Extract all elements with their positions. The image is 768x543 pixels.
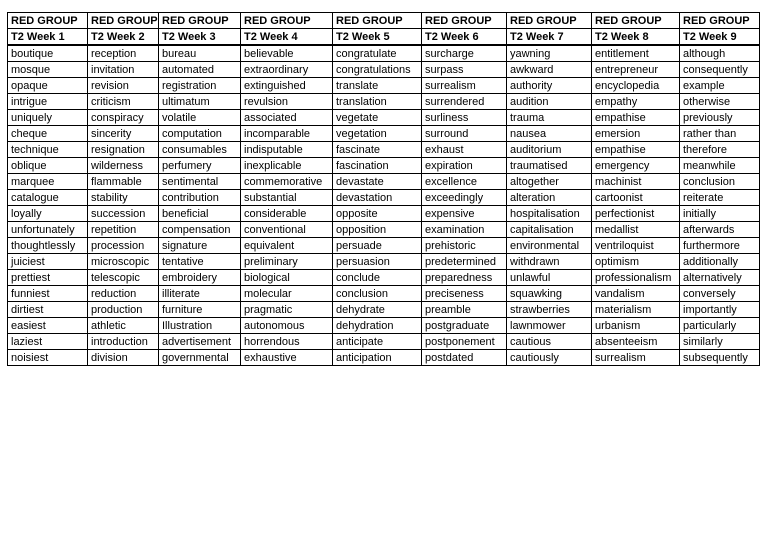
word-cell: cautiously [507, 350, 592, 366]
word-cell: thoughtlessly [8, 238, 88, 254]
word-cell: perfumery [159, 158, 241, 174]
word-cell: preparedness [422, 270, 507, 286]
word-cell: considerable [241, 206, 333, 222]
word-cell: persuade [333, 238, 422, 254]
word-cell: succession [88, 206, 159, 222]
word-row [8, 190, 760, 206]
word-cell: sentimental [159, 174, 241, 190]
group-header: RED GROUP [8, 13, 88, 29]
word-cell: surround [422, 126, 507, 142]
word-cell: awkward [507, 62, 592, 78]
word-cell: encyclopedia [592, 78, 680, 94]
word-cell: repetition [88, 222, 159, 238]
word-cell: entitlement [592, 45, 680, 62]
word-cell: similarly [680, 334, 760, 350]
word-cell: prehistoric [422, 238, 507, 254]
word-cell: traumatised [507, 158, 592, 174]
spelling-words-table [7, 12, 760, 366]
group-header: RED GROUP [241, 13, 333, 29]
word-cell: introduction [88, 334, 159, 350]
word-cell: opposition [333, 222, 422, 238]
word-cell: reduction [88, 286, 159, 302]
word-cell: translation [333, 94, 422, 110]
word-cell: predetermined [422, 254, 507, 270]
word-cell: surrealism [592, 350, 680, 366]
word-cell: cheque [8, 126, 88, 142]
word-row [8, 302, 760, 318]
word-cell: indisputable [241, 142, 333, 158]
word-cell: expensive [422, 206, 507, 222]
word-cell: surliness [422, 110, 507, 126]
word-cell: audition [507, 94, 592, 110]
word-cell: illiterate [159, 286, 241, 302]
word-cell: catalogue [8, 190, 88, 206]
word-cell: dirtiest [8, 302, 88, 318]
word-row [8, 78, 760, 94]
word-cell: oblique [8, 158, 88, 174]
word-cell: horrendous [241, 334, 333, 350]
word-cell: conventional [241, 222, 333, 238]
week-header: T2 Week 6 [422, 29, 507, 46]
word-row [8, 238, 760, 254]
word-cell: emersion [592, 126, 680, 142]
word-cell: unlawful [507, 270, 592, 286]
word-cell: furniture [159, 302, 241, 318]
word-cell: surcharge [422, 45, 507, 62]
word-cell: reception [88, 45, 159, 62]
word-cell: strawberries [507, 302, 592, 318]
word-cell: conclude [333, 270, 422, 286]
word-row [8, 206, 760, 222]
word-cell: conclusion [333, 286, 422, 302]
word-cell: invitation [88, 62, 159, 78]
word-cell: conversely [680, 286, 760, 302]
word-cell: associated [241, 110, 333, 126]
word-cell: auditorium [507, 142, 592, 158]
word-cell: laziest [8, 334, 88, 350]
group-header: RED GROUP [680, 13, 760, 29]
word-cell: equivalent [241, 238, 333, 254]
word-cell: entrepreneur [592, 62, 680, 78]
word-cell: although [680, 45, 760, 62]
word-cell: conclusion [680, 174, 760, 190]
word-cell: congratulations [333, 62, 422, 78]
word-cell: furthermore [680, 238, 760, 254]
word-cell: vegetation [333, 126, 422, 142]
word-cell: biological [241, 270, 333, 286]
word-cell: loyally [8, 206, 88, 222]
word-cell: preciseness [422, 286, 507, 302]
week-header: T2 Week 3 [159, 29, 241, 46]
word-row [8, 126, 760, 142]
word-cell: commemorative [241, 174, 333, 190]
word-cell: rather than [680, 126, 760, 142]
group-header: RED GROUP [333, 13, 422, 29]
word-cell: ultimatum [159, 94, 241, 110]
word-row [8, 318, 760, 334]
word-cell: division [88, 350, 159, 366]
word-cell: exhaustive [241, 350, 333, 366]
word-cell: absenteeism [592, 334, 680, 350]
word-cell: easiest [8, 318, 88, 334]
word-cell: criticism [88, 94, 159, 110]
word-cell: expiration [422, 158, 507, 174]
word-cell: machinist [592, 174, 680, 190]
week-header: T2 Week 7 [507, 29, 592, 46]
word-cell: materialism [592, 302, 680, 318]
week-header: T2 Week 8 [592, 29, 680, 46]
word-cell: initially [680, 206, 760, 222]
word-cell: urbanism [592, 318, 680, 334]
group-header: RED GROUP [159, 13, 241, 29]
word-cell: ventriloquist [592, 238, 680, 254]
word-cell: consumables [159, 142, 241, 158]
word-cell: intrigue [8, 94, 88, 110]
word-cell: emergency [592, 158, 680, 174]
spelling-list-sheet [7, 12, 760, 366]
word-cell: mosque [8, 62, 88, 78]
word-cell: Illustration [159, 318, 241, 334]
word-cell: preliminary [241, 254, 333, 270]
word-cell: incomparable [241, 126, 333, 142]
word-cell: withdrawn [507, 254, 592, 270]
word-cell: vandalism [592, 286, 680, 302]
word-cell: surrendered [422, 94, 507, 110]
word-cell: authority [507, 78, 592, 94]
word-cell: wilderness [88, 158, 159, 174]
word-cell: squawking [507, 286, 592, 302]
group-header: RED GROUP [88, 13, 159, 29]
word-cell: devastate [333, 174, 422, 190]
word-cell: nausea [507, 126, 592, 142]
word-cell: anticipation [333, 350, 422, 366]
word-cell: inexplicable [241, 158, 333, 174]
word-cell: postponement [422, 334, 507, 350]
word-cell: otherwise [680, 94, 760, 110]
word-cell: trauma [507, 110, 592, 126]
word-cell: procession [88, 238, 159, 254]
word-row [8, 62, 760, 78]
word-cell: vegetate [333, 110, 422, 126]
group-header: RED GROUP [592, 13, 680, 29]
word-cell: alternatively [680, 270, 760, 286]
word-cell: revulsion [241, 94, 333, 110]
word-cell: exceedingly [422, 190, 507, 206]
word-cell: stability [88, 190, 159, 206]
word-cell: marquee [8, 174, 88, 190]
word-cell: sincerity [88, 126, 159, 142]
word-cell: revision [88, 78, 159, 94]
word-cell: unfortunately [8, 222, 88, 238]
word-cell: embroidery [159, 270, 241, 286]
word-cell: fascinate [333, 142, 422, 158]
word-row [8, 350, 760, 366]
word-cell: meanwhile [680, 158, 760, 174]
word-row [8, 110, 760, 126]
word-cell: devastation [333, 190, 422, 206]
word-row [8, 270, 760, 286]
group-header-row [8, 13, 760, 29]
word-cell: compensation [159, 222, 241, 238]
word-cell: excellence [422, 174, 507, 190]
group-header: RED GROUP [507, 13, 592, 29]
word-cell: capitalisation [507, 222, 592, 238]
word-row [8, 142, 760, 158]
word-cell: example [680, 78, 760, 94]
word-row [8, 174, 760, 190]
word-cell: funniest [8, 286, 88, 302]
word-cell: yawning [507, 45, 592, 62]
word-cell: empathy [592, 94, 680, 110]
word-cell: persuasion [333, 254, 422, 270]
word-cell: previously [680, 110, 760, 126]
word-cell: surpass [422, 62, 507, 78]
word-cell: flammable [88, 174, 159, 190]
word-cell: pragmatic [241, 302, 333, 318]
word-cell: afterwards [680, 222, 760, 238]
word-cell: automated [159, 62, 241, 78]
word-cell: uniquely [8, 110, 88, 126]
word-cell: tentative [159, 254, 241, 270]
word-cell: anticipate [333, 334, 422, 350]
group-header: RED GROUP [422, 13, 507, 29]
word-rows [8, 45, 760, 366]
word-cell: boutique [8, 45, 88, 62]
word-cell: translate [333, 78, 422, 94]
word-cell: computation [159, 126, 241, 142]
word-cell: technique [8, 142, 88, 158]
word-cell: particularly [680, 318, 760, 334]
word-cell: optimism [592, 254, 680, 270]
word-cell: subsequently [680, 350, 760, 366]
word-row [8, 286, 760, 302]
word-row [8, 158, 760, 174]
word-cell: cartoonist [592, 190, 680, 206]
week-header-row [8, 29, 760, 46]
word-cell: believable [241, 45, 333, 62]
word-cell: production [88, 302, 159, 318]
word-cell: perfectionist [592, 206, 680, 222]
word-cell: environmental [507, 238, 592, 254]
word-cell: surrealism [422, 78, 507, 94]
word-cell: registration [159, 78, 241, 94]
word-cell: exhaust [422, 142, 507, 158]
word-cell: governmental [159, 350, 241, 366]
word-cell: opaque [8, 78, 88, 94]
word-cell: reiterate [680, 190, 760, 206]
word-cell: athletic [88, 318, 159, 334]
word-cell: signature [159, 238, 241, 254]
word-cell: bureau [159, 45, 241, 62]
word-cell: congratulate [333, 45, 422, 62]
word-cell: volatile [159, 110, 241, 126]
word-cell: importantly [680, 302, 760, 318]
word-cell: microscopic [88, 254, 159, 270]
word-cell: medallist [592, 222, 680, 238]
word-cell: preamble [422, 302, 507, 318]
word-cell: advertisement [159, 334, 241, 350]
word-cell: professionalism [592, 270, 680, 286]
word-cell: molecular [241, 286, 333, 302]
word-row [8, 222, 760, 238]
word-cell: cautious [507, 334, 592, 350]
word-cell: extraordinary [241, 62, 333, 78]
word-cell: empathise [592, 142, 680, 158]
word-cell: fascination [333, 158, 422, 174]
word-cell: juiciest [8, 254, 88, 270]
week-header: T2 Week 9 [680, 29, 760, 46]
word-cell: dehydration [333, 318, 422, 334]
word-row [8, 334, 760, 350]
word-cell: examination [422, 222, 507, 238]
word-cell: postdated [422, 350, 507, 366]
word-cell: dehydrate [333, 302, 422, 318]
word-cell: contribution [159, 190, 241, 206]
word-cell: resignation [88, 142, 159, 158]
word-cell: alteration [507, 190, 592, 206]
week-header: T2 Week 5 [333, 29, 422, 46]
word-cell: hospitalisation [507, 206, 592, 222]
word-cell: prettiest [8, 270, 88, 286]
week-header: T2 Week 2 [88, 29, 159, 46]
word-cell: extinguished [241, 78, 333, 94]
word-cell: altogether [507, 174, 592, 190]
word-cell: substantial [241, 190, 333, 206]
week-header: T2 Week 1 [8, 29, 88, 46]
word-cell: autonomous [241, 318, 333, 334]
word-cell: therefore [680, 142, 760, 158]
word-cell: postgraduate [422, 318, 507, 334]
word-cell: consequently [680, 62, 760, 78]
word-row [8, 254, 760, 270]
word-row [8, 94, 760, 110]
word-cell: telescopic [88, 270, 159, 286]
word-cell: empathise [592, 110, 680, 126]
word-row [8, 45, 760, 62]
word-cell: noisiest [8, 350, 88, 366]
word-cell: opposite [333, 206, 422, 222]
word-cell: conspiracy [88, 110, 159, 126]
week-header: T2 Week 4 [241, 29, 333, 46]
word-cell: additionally [680, 254, 760, 270]
word-cell: beneficial [159, 206, 241, 222]
word-cell: lawnmower [507, 318, 592, 334]
